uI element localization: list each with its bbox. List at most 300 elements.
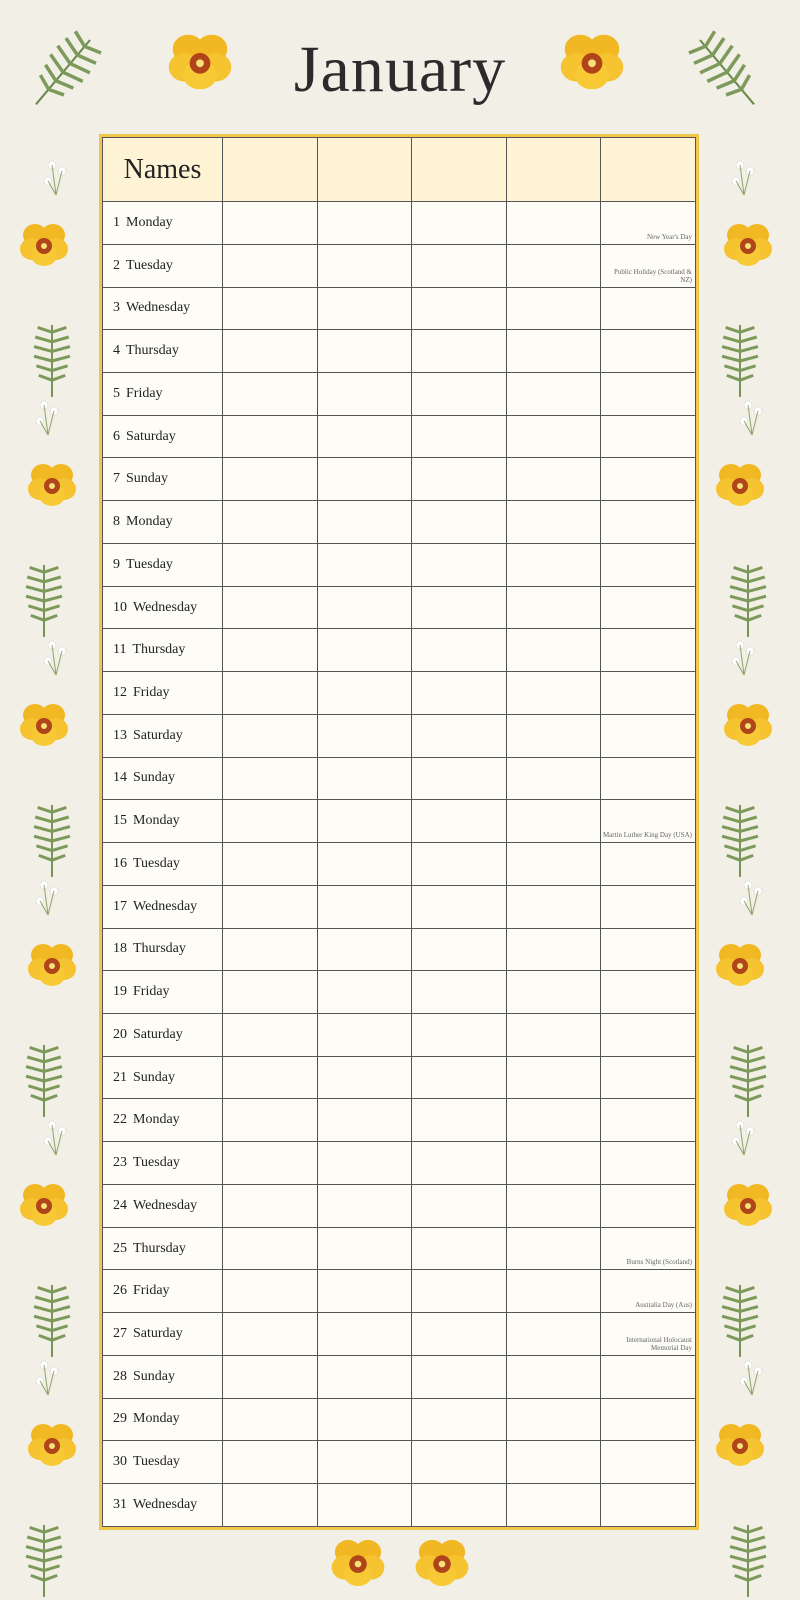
pansy-flower-icon bbox=[28, 464, 76, 506]
day-number: 18 bbox=[113, 941, 127, 957]
pine-sprig-icon bbox=[26, 565, 62, 637]
day-row bbox=[103, 1355, 696, 1398]
entry-cell[interactable] bbox=[317, 244, 412, 287]
entry-cell[interactable] bbox=[412, 1142, 507, 1185]
day-label bbox=[103, 714, 223, 757]
day-number: 24 bbox=[113, 1197, 127, 1213]
entry-cell[interactable] bbox=[223, 287, 318, 330]
entry-cell[interactable] bbox=[506, 1398, 601, 1441]
entry-cell[interactable] bbox=[506, 971, 601, 1014]
weekday-name: Saturday bbox=[126, 428, 176, 444]
entry-cell[interactable] bbox=[506, 202, 601, 245]
day-label bbox=[103, 885, 223, 928]
entry-cell[interactable] bbox=[317, 757, 412, 800]
entry-cell[interactable] bbox=[412, 244, 507, 287]
name-column-1[interactable] bbox=[223, 138, 318, 202]
entry-cell[interactable] bbox=[506, 672, 601, 715]
day-row bbox=[103, 1014, 696, 1057]
day-number: 11 bbox=[113, 642, 127, 658]
entry-cell[interactable] bbox=[412, 202, 507, 245]
day-label bbox=[103, 330, 223, 373]
entry-cell[interactable] bbox=[223, 885, 318, 928]
entry-cell[interactable] bbox=[317, 1184, 412, 1227]
entry-cell[interactable] bbox=[506, 415, 601, 458]
entry-cell[interactable] bbox=[506, 843, 601, 886]
entry-cell[interactable] bbox=[412, 415, 507, 458]
pine-sprig-icon bbox=[26, 1045, 62, 1117]
entry-cell[interactable] bbox=[223, 800, 318, 843]
day-row bbox=[103, 1270, 696, 1313]
day-number: 10 bbox=[113, 599, 127, 615]
entry-cell[interactable] bbox=[601, 458, 696, 501]
entry-cell[interactable] bbox=[223, 1484, 318, 1527]
day-number: 31 bbox=[113, 1497, 127, 1513]
entry-cell[interactable] bbox=[223, 330, 318, 373]
day-number: 5 bbox=[113, 385, 120, 401]
day-row bbox=[103, 458, 696, 501]
entry-cell[interactable] bbox=[223, 1099, 318, 1142]
entry-cell[interactable] bbox=[223, 586, 318, 629]
day-label bbox=[103, 202, 223, 245]
entry-cell[interactable] bbox=[317, 1441, 412, 1484]
pine-sprig-icon bbox=[730, 1045, 766, 1117]
entry-cell[interactable] bbox=[601, 586, 696, 629]
entry-cell[interactable] bbox=[412, 586, 507, 629]
fern-leaf-icon bbox=[684, 27, 770, 118]
left-floral-column bbox=[20, 161, 76, 1597]
entry-cell[interactable] bbox=[601, 928, 696, 971]
entry-cell[interactable] bbox=[601, 330, 696, 373]
entry-cell[interactable] bbox=[223, 1441, 318, 1484]
entry-cell[interactable] bbox=[317, 843, 412, 886]
entry-cell[interactable] bbox=[601, 1184, 696, 1227]
family-calendar-grid bbox=[99, 134, 699, 1530]
entry-cell[interactable] bbox=[317, 501, 412, 544]
day-row bbox=[103, 629, 696, 672]
weekday-name: Friday bbox=[133, 1283, 170, 1299]
entry-cell[interactable] bbox=[317, 1398, 412, 1441]
day-row bbox=[103, 1313, 696, 1356]
entry-cell[interactable] bbox=[223, 202, 318, 245]
entry-cell[interactable] bbox=[317, 1056, 412, 1099]
entry-cell[interactable] bbox=[506, 629, 601, 672]
entry-cell[interactable] bbox=[601, 757, 696, 800]
entry-cell[interactable] bbox=[412, 1313, 507, 1356]
entry-cell[interactable] bbox=[601, 1014, 696, 1057]
entry-cell[interactable] bbox=[601, 1227, 696, 1270]
entry-cell[interactable] bbox=[412, 1484, 507, 1527]
entry-cell[interactable] bbox=[412, 287, 507, 330]
white-blossom-icon bbox=[740, 401, 762, 435]
day-row bbox=[103, 373, 696, 416]
weekday-name: Tuesday bbox=[126, 556, 173, 572]
entry-cell[interactable] bbox=[317, 971, 412, 1014]
weekday-name: Sunday bbox=[133, 770, 175, 786]
weekday-name: Tuesday bbox=[126, 257, 173, 273]
day-label bbox=[103, 1355, 223, 1398]
holiday-note: Australia Day (Aus) bbox=[635, 1301, 692, 1310]
entry-cell[interactable] bbox=[506, 1099, 601, 1142]
entry-cell[interactable] bbox=[506, 757, 601, 800]
day-number: 29 bbox=[113, 1411, 127, 1427]
day-number: 13 bbox=[113, 727, 127, 743]
entry-cell[interactable] bbox=[601, 501, 696, 544]
weekday-name: Wednesday bbox=[133, 599, 198, 615]
entry-cell[interactable] bbox=[601, 1056, 696, 1099]
entry-cell[interactable] bbox=[412, 800, 507, 843]
entry-cell[interactable] bbox=[601, 415, 696, 458]
pine-sprig-icon bbox=[34, 1285, 70, 1357]
entry-cell[interactable] bbox=[506, 244, 601, 287]
weekday-name: Tuesday bbox=[133, 1155, 180, 1171]
day-label bbox=[103, 586, 223, 629]
entry-cell[interactable] bbox=[223, 928, 318, 971]
entry-cell[interactable] bbox=[223, 1313, 318, 1356]
entry-cell[interactable] bbox=[317, 287, 412, 330]
white-blossom-icon bbox=[732, 1121, 754, 1155]
entry-cell[interactable] bbox=[601, 1270, 696, 1313]
entry-cell[interactable] bbox=[317, 885, 412, 928]
day-number: 28 bbox=[113, 1368, 127, 1384]
day-number: 3 bbox=[113, 300, 120, 316]
day-label bbox=[103, 1184, 223, 1227]
entry-cell[interactable] bbox=[506, 1056, 601, 1099]
entry-cell[interactable] bbox=[223, 714, 318, 757]
entry-cell[interactable] bbox=[412, 714, 507, 757]
day-row bbox=[103, 1484, 696, 1527]
entry-cell[interactable] bbox=[317, 1355, 412, 1398]
pansy-flower-icon bbox=[724, 1184, 772, 1226]
weekday-name: Saturday bbox=[133, 727, 183, 743]
weekday-name: Wednesday bbox=[133, 1497, 198, 1513]
entry-cell[interactable] bbox=[412, 757, 507, 800]
entry-cell[interactable] bbox=[601, 543, 696, 586]
entry-cell[interactable] bbox=[317, 1270, 412, 1313]
day-label bbox=[103, 1227, 223, 1270]
entry-cell[interactable] bbox=[601, 244, 696, 287]
entry-cell[interactable] bbox=[601, 287, 696, 330]
entry-cell[interactable] bbox=[506, 1014, 601, 1057]
weekday-name: Sunday bbox=[133, 1069, 175, 1085]
day-row bbox=[103, 971, 696, 1014]
entry-cell[interactable] bbox=[601, 971, 696, 1014]
day-number: 9 bbox=[113, 556, 120, 572]
white-blossom-icon bbox=[44, 1121, 66, 1155]
pansy-flower-icon bbox=[716, 944, 764, 986]
name-column-3[interactable] bbox=[412, 138, 507, 202]
entry-cell[interactable] bbox=[223, 757, 318, 800]
day-label bbox=[103, 458, 223, 501]
entry-cell[interactable] bbox=[412, 1398, 507, 1441]
entry-cell[interactable] bbox=[506, 1313, 601, 1356]
entry-cell[interactable] bbox=[223, 1270, 318, 1313]
day-number: 7 bbox=[113, 471, 120, 487]
pine-sprig-icon bbox=[722, 1285, 758, 1357]
white-blossom-icon bbox=[44, 161, 66, 195]
day-number: 15 bbox=[113, 813, 127, 829]
entry-cell[interactable] bbox=[601, 202, 696, 245]
day-number: 17 bbox=[113, 898, 127, 914]
day-number: 21 bbox=[113, 1069, 127, 1085]
day-number: 27 bbox=[113, 1326, 127, 1342]
white-blossom-icon bbox=[732, 161, 754, 195]
entry-cell[interactable] bbox=[412, 543, 507, 586]
pansy-flower-icon bbox=[716, 464, 764, 506]
pansy-flower-icon bbox=[724, 224, 772, 266]
pansy-flower-icon bbox=[28, 1424, 76, 1466]
name-column-2[interactable] bbox=[317, 138, 412, 202]
day-number: 16 bbox=[113, 855, 127, 871]
pine-sprig-icon bbox=[34, 325, 70, 397]
entry-cell[interactable] bbox=[601, 629, 696, 672]
entry-cell[interactable] bbox=[506, 501, 601, 544]
pansy-flower-icon bbox=[28, 944, 76, 986]
entry-cell[interactable] bbox=[223, 1355, 318, 1398]
entry-cell[interactable] bbox=[506, 1441, 601, 1484]
right-floral-column bbox=[716, 161, 772, 1597]
weekday-name: Friday bbox=[133, 685, 170, 700]
day-label bbox=[103, 843, 223, 886]
entry-cell[interactable] bbox=[506, 1270, 601, 1313]
day-label bbox=[103, 1014, 223, 1057]
entry-cell[interactable] bbox=[506, 928, 601, 971]
day-label bbox=[103, 1099, 223, 1142]
entry-cell[interactable] bbox=[506, 885, 601, 928]
entry-cell[interactable] bbox=[223, 458, 318, 501]
entry-cell[interactable] bbox=[412, 1099, 507, 1142]
day-row bbox=[103, 1099, 696, 1142]
day-label bbox=[103, 501, 223, 544]
entry-cell[interactable] bbox=[317, 1313, 412, 1356]
day-row bbox=[103, 1184, 696, 1227]
entry-cell[interactable] bbox=[223, 501, 318, 544]
entry-cell[interactable] bbox=[317, 672, 412, 715]
entry-cell[interactable] bbox=[412, 330, 507, 373]
day-label bbox=[103, 373, 223, 416]
entry-cell[interactable] bbox=[412, 885, 507, 928]
entry-cell[interactable] bbox=[601, 1099, 696, 1142]
entry-cell[interactable] bbox=[601, 1142, 696, 1185]
white-blossom-icon bbox=[44, 641, 66, 675]
entry-cell[interactable] bbox=[412, 672, 507, 715]
name-column-5[interactable] bbox=[601, 138, 696, 202]
day-row bbox=[103, 885, 696, 928]
weekday-name: Friday bbox=[133, 984, 170, 1000]
entry-cell[interactable] bbox=[506, 714, 601, 757]
entry-cell[interactable] bbox=[317, 928, 412, 971]
day-label bbox=[103, 1313, 223, 1356]
white-blossom-icon bbox=[732, 641, 754, 675]
entry-cell[interactable] bbox=[317, 1142, 412, 1185]
day-number: 6 bbox=[113, 428, 120, 444]
pansy-flower-icon bbox=[20, 704, 68, 746]
day-row bbox=[103, 757, 696, 800]
day-label bbox=[103, 1270, 223, 1313]
day-row bbox=[103, 800, 696, 843]
entry-cell[interactable] bbox=[506, 586, 601, 629]
entry-cell[interactable] bbox=[412, 458, 507, 501]
name-column-4[interactable] bbox=[506, 138, 601, 202]
day-number: 19 bbox=[113, 984, 127, 1000]
white-blossom-icon bbox=[740, 1361, 762, 1395]
entry-cell[interactable] bbox=[223, 672, 318, 715]
entry-cell[interactable] bbox=[601, 672, 696, 715]
day-label bbox=[103, 1441, 223, 1484]
entry-cell[interactable] bbox=[412, 1355, 507, 1398]
day-row bbox=[103, 714, 696, 757]
day-label bbox=[103, 672, 223, 715]
weekday-name: Monday bbox=[126, 214, 173, 230]
entry-cell[interactable] bbox=[412, 843, 507, 886]
day-row bbox=[103, 501, 696, 544]
weekday-name: Monday bbox=[133, 1411, 180, 1427]
entry-cell[interactable] bbox=[317, 458, 412, 501]
day-label bbox=[103, 1484, 223, 1527]
weekday-name: Saturday bbox=[133, 1026, 183, 1042]
day-row bbox=[103, 543, 696, 586]
weekday-name: Wednesday bbox=[133, 1197, 198, 1213]
entry-cell[interactable] bbox=[601, 885, 696, 928]
day-row bbox=[103, 672, 696, 715]
entry-cell[interactable] bbox=[601, 373, 696, 416]
entry-cell[interactable] bbox=[223, 1398, 318, 1441]
entry-cell[interactable] bbox=[506, 1355, 601, 1398]
day-label bbox=[103, 244, 223, 287]
entry-cell[interactable] bbox=[412, 1014, 507, 1057]
entry-cell[interactable] bbox=[506, 1227, 601, 1270]
entry-cell[interactable] bbox=[223, 244, 318, 287]
entry-cell[interactable] bbox=[223, 543, 318, 586]
day-row bbox=[103, 244, 696, 287]
weekday-name: Thursday bbox=[126, 343, 179, 359]
pansy-flower-icon bbox=[716, 1424, 764, 1466]
day-label bbox=[103, 971, 223, 1014]
entry-cell[interactable] bbox=[317, 800, 412, 843]
entry-cell[interactable] bbox=[601, 1484, 696, 1527]
entry-cell[interactable] bbox=[601, 1441, 696, 1484]
weekday-name: Sunday bbox=[133, 1368, 175, 1384]
entry-cell[interactable] bbox=[506, 1184, 601, 1227]
day-row bbox=[103, 287, 696, 330]
weekday-name: Thursday bbox=[133, 941, 186, 957]
entry-cell[interactable] bbox=[412, 373, 507, 416]
entry-cell[interactable] bbox=[506, 800, 601, 843]
day-row bbox=[103, 1227, 696, 1270]
entry-cell[interactable] bbox=[223, 1014, 318, 1057]
entry-cell[interactable] bbox=[317, 415, 412, 458]
entry-cell[interactable] bbox=[223, 1142, 318, 1185]
day-number: 30 bbox=[113, 1454, 127, 1470]
entry-cell[interactable] bbox=[506, 1142, 601, 1185]
entry-cell[interactable] bbox=[506, 458, 601, 501]
entry-cell[interactable] bbox=[506, 330, 601, 373]
entry-cell[interactable] bbox=[223, 629, 318, 672]
white-blossom-icon bbox=[36, 881, 58, 915]
weekday-name: Monday bbox=[126, 514, 173, 530]
pansy-flower-icon bbox=[416, 1540, 469, 1586]
entry-cell[interactable] bbox=[317, 1484, 412, 1527]
entry-cell[interactable] bbox=[317, 714, 412, 757]
day-number: 20 bbox=[113, 1026, 127, 1042]
entry-cell[interactable] bbox=[601, 1313, 696, 1356]
weekday-name: Saturday bbox=[133, 1326, 183, 1342]
holiday-note: Martin Luther King Day (USA) bbox=[602, 831, 692, 840]
entry-cell[interactable] bbox=[601, 843, 696, 886]
pine-sprig-icon bbox=[730, 565, 766, 637]
entry-cell[interactable] bbox=[223, 373, 318, 416]
weekday-name: Thursday bbox=[132, 642, 186, 658]
holiday-note: Burns Night (Scotland) bbox=[626, 1258, 692, 1267]
entry-cell[interactable] bbox=[506, 287, 601, 330]
entry-cell[interactable] bbox=[317, 373, 412, 416]
entry-cell[interactable] bbox=[412, 971, 507, 1014]
day-number: 14 bbox=[113, 770, 127, 786]
day-row bbox=[103, 330, 696, 373]
entry-cell[interactable] bbox=[317, 629, 412, 672]
day-label bbox=[103, 1398, 223, 1441]
entry-cell[interactable] bbox=[317, 1227, 412, 1270]
entry-cell[interactable] bbox=[506, 373, 601, 416]
entry-cell[interactable] bbox=[223, 1056, 318, 1099]
entry-cell[interactable] bbox=[223, 971, 318, 1014]
entry-cell[interactable] bbox=[601, 714, 696, 757]
entry-cell[interactable] bbox=[412, 629, 507, 672]
entry-cell[interactable] bbox=[412, 1056, 507, 1099]
pine-sprig-icon bbox=[722, 325, 758, 397]
day-number: 12 bbox=[113, 685, 127, 700]
entry-cell[interactable] bbox=[317, 543, 412, 586]
entry-cell[interactable] bbox=[317, 202, 412, 245]
entry-cell[interactable] bbox=[317, 586, 412, 629]
pine-sprig-icon bbox=[26, 1525, 62, 1597]
day-row bbox=[103, 1142, 696, 1185]
day-number: 26 bbox=[113, 1283, 127, 1299]
entry-cell[interactable] bbox=[412, 501, 507, 544]
entry-cell[interactable] bbox=[412, 1227, 507, 1270]
entry-cell[interactable] bbox=[506, 543, 601, 586]
weekday-name: Tuesday bbox=[133, 1454, 180, 1470]
entry-cell[interactable] bbox=[601, 800, 696, 843]
day-number: 25 bbox=[113, 1240, 127, 1256]
weekday-name: Monday bbox=[133, 813, 180, 829]
entry-cell[interactable] bbox=[223, 1184, 318, 1227]
entry-cell[interactable] bbox=[412, 1184, 507, 1227]
day-number: 1 bbox=[113, 214, 120, 230]
entry-cell[interactable] bbox=[412, 1270, 507, 1313]
entry-cell[interactable] bbox=[223, 415, 318, 458]
day-row bbox=[103, 1441, 696, 1484]
entry-cell[interactable] bbox=[412, 1441, 507, 1484]
day-label bbox=[103, 543, 223, 586]
entry-cell[interactable] bbox=[317, 1014, 412, 1057]
entry-cell[interactable] bbox=[223, 1227, 318, 1270]
entry-cell[interactable] bbox=[223, 843, 318, 886]
entry-cell[interactable] bbox=[601, 1355, 696, 1398]
pansy-flower-icon bbox=[20, 224, 68, 266]
holiday-note: International Holocaust Memorial Day bbox=[626, 1335, 692, 1352]
entry-cell[interactable] bbox=[601, 1398, 696, 1441]
entry-cell[interactable] bbox=[317, 1099, 412, 1142]
day-row bbox=[103, 1398, 696, 1441]
pansy-flower-icon bbox=[724, 704, 772, 746]
day-label bbox=[103, 1142, 223, 1185]
entry-cell[interactable] bbox=[506, 1484, 601, 1527]
day-number: 8 bbox=[113, 514, 120, 530]
pine-sprig-icon bbox=[722, 805, 758, 877]
pine-sprig-icon bbox=[730, 1525, 766, 1597]
entry-cell[interactable] bbox=[412, 928, 507, 971]
entry-cell[interactable] bbox=[317, 330, 412, 373]
